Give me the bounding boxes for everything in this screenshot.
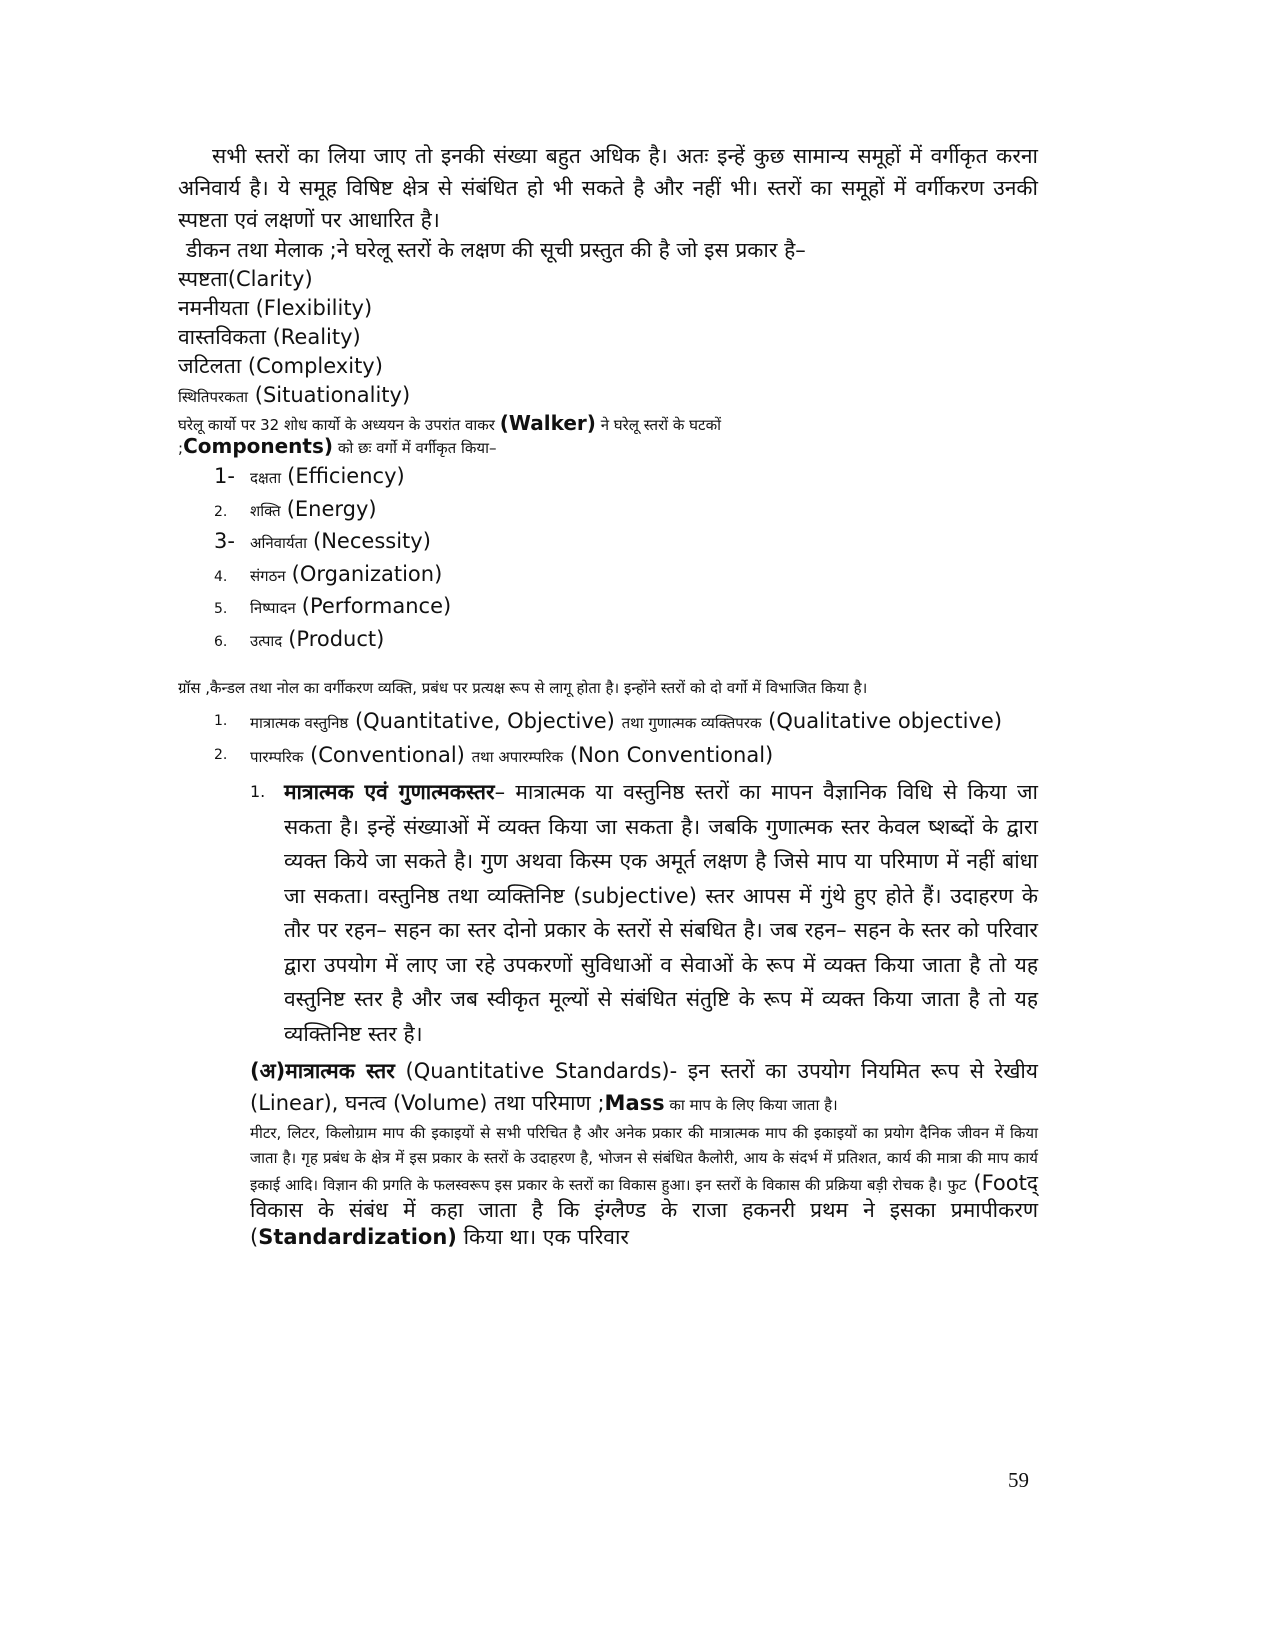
list-item: 2. शक्ति (Energy) (214, 496, 377, 521)
sub-heading: मात्रात्मक एवं गुणात्मकस्तर (284, 780, 495, 804)
characteristic-clarity: स्पष्टता(Clarity) (178, 267, 313, 291)
list-item: 4. संगठन (Organization) (214, 561, 443, 586)
situationality-hindi: स्थितिपरकता (178, 388, 249, 406)
characteristic-reality: वास्तविकता (Reality) (178, 325, 361, 349)
page-content (178, 140, 1038, 1252)
components-word: Components) (183, 434, 334, 458)
quantitative-standards-paragraph: (अ)मात्रात्मक स्तर (Quantitative Standards)- इन स्तरों का उपयोग नियमित रूप से रेखीय (Linear), घनत्व (Volume) तथा परिमाण ;Mass का माप के लिए किया जाता है। (250, 1059, 1038, 1115)
list-item: 3- अनिवार्यता (Necessity) (214, 529, 431, 553)
walker-line: घरेलू कार्यो पर 32 शोध कार्यो के अध्ययन के उपरांत वाकर (Walker) ने घरेलू स्तरों के घटकों (178, 411, 722, 435)
quantitative-qualitative-item: 1. मात्रात्मक एवं गुणात्मकस्तर– मात्रात्मक या वस्तुनिष्ठ स्तरों का मापन वैज्ञानिक विधि से किया जा सकता है। इन्हें संख्याओं में व्यक्त किया जा सकता है। जबकि गुणात्मक स्तर केवल ष्शब्दों के द्वारा व्यक्त किये जा सकते है। गुण अथवा किस्म एक अमूर्त लक्षण है जिसे माप या परिमाण में नहीं बांधा जा सकता। वस्तुनिष्ठ तथा व्यक्तिनिष्ट (subjective) स्तर आपस में गुंथे हुए होते हैं। उदाहरण के तौर पर रहन– सहन का स्तर दोनो प्रकार के स्तरों से संबधित है। जब रहन– सहन के स्तर को परिवार द्वारा उपयोग में लाए जा रहे उपकरणों सुविधाओं व सेवाओं के रूप में व्यक्त किया जाता है तो यह वस्तुनिष्ट स्तर है और जब स्वीकृत मूल्यों से संबंधित संतुष्टि के रूप में व्यक्त किया जाता है तो यह व्यक्तिनिष्ट स्तर है। (250, 780, 1038, 1046)
deacon-melak-line: डीकन तथा मेलाक ;ने घरेलू स्तरों के लक्षण की सूची प्रस्तुत की है जो इस प्रकार है– (186, 238, 806, 262)
measurement-units-paragraph: मीटर, लिटर, किलोग्राम माप की इकाइयों से सभी परिचित है और अनेक प्रकार की मात्रात्मक माप की इकाइयों का प्रयोग दैनिक जीवन में किया जाता है। गृह प्रबंध के क्षेत्र में इस प्रकार के स्तरों के उदाहरण है, भोजन से संबंधित कैलोरी, आय के संदर्भ में प्रतिशत, कार्य की मात्रा की माप कार्य इकाई आदि। विज्ञान की प्रगति के फलस्वरूप इस प्रकार के स्तरों का विकास हुआ। इन स्तरों के विकास की प्रक्रिया बड़ी रोचक है। फुट (Footद् विकास के संबंध में कहा जाता है कि इंग्लैण्ड के राजा हकनरी प्रथम ने इसका प्रमापीकरण (Standardization) किया था। एक परिवार (250, 1124, 1038, 1249)
gross-classification-paragraph: ग्रॉस ,कैन्डल तथा नोल का वर्गीकरण व्यक्ति, प्रबंध पर प्रत्यक्ष रूप से लागू होता है। इन्होंने स्तरों को दो वर्गो में विभाजित किया है। (178, 679, 868, 697)
walker-name: (Walker) (499, 411, 596, 435)
list-item: 2. पारम्परिक (Conventional) तथा अपारम्परिक (Non Conventional) (214, 743, 774, 767)
list-item: 1. मात्रात्मक वस्तुनिष्ठ (Quantitative, Objective) तथा गुणात्मक व्यक्तिपरक (Qualitative objective) (214, 709, 1003, 733)
components-list (178, 460, 1038, 655)
intro-paragraph: सभी स्तरों का लिया जाए तो इनकी संख्या बहुत अधिक है। अतः इन्हें कुछ सामान्य समूहों में वर्गीकृत करना अनिवार्य है। ये समूह विषिष्ट क्षेत्र से संबंधित हो भी सकते है और नहीं भी। स्तरों का समूहों में वर्गीकरण उनकी स्पष्टता एवं लक्षणों पर आधारित है। (178, 144, 1038, 232)
characteristic-flexibility: नमनीयता (Flexibility) (178, 296, 373, 320)
sub-section (250, 775, 1038, 1252)
characteristic-situationality (178, 381, 1038, 412)
quantitative-heading: (अ)मात्रात्मक स्तर (250, 1059, 395, 1083)
classification-list (178, 705, 1038, 773)
page-number: 59 (1008, 1468, 1029, 1492)
list-item: 6. उत्पाद (Product) (214, 626, 385, 651)
components-line: ;Components) को छः वर्गो में वर्गीकृत किया– (178, 434, 497, 458)
list-item: 5. निष्पादन (Performance) (214, 594, 452, 618)
list-item: 1- दक्षता (Efficiency) (214, 464, 405, 488)
situationality-english: (Situationality) (254, 383, 411, 407)
characteristic-complexity: जटिलता (Complexity) (178, 354, 383, 378)
